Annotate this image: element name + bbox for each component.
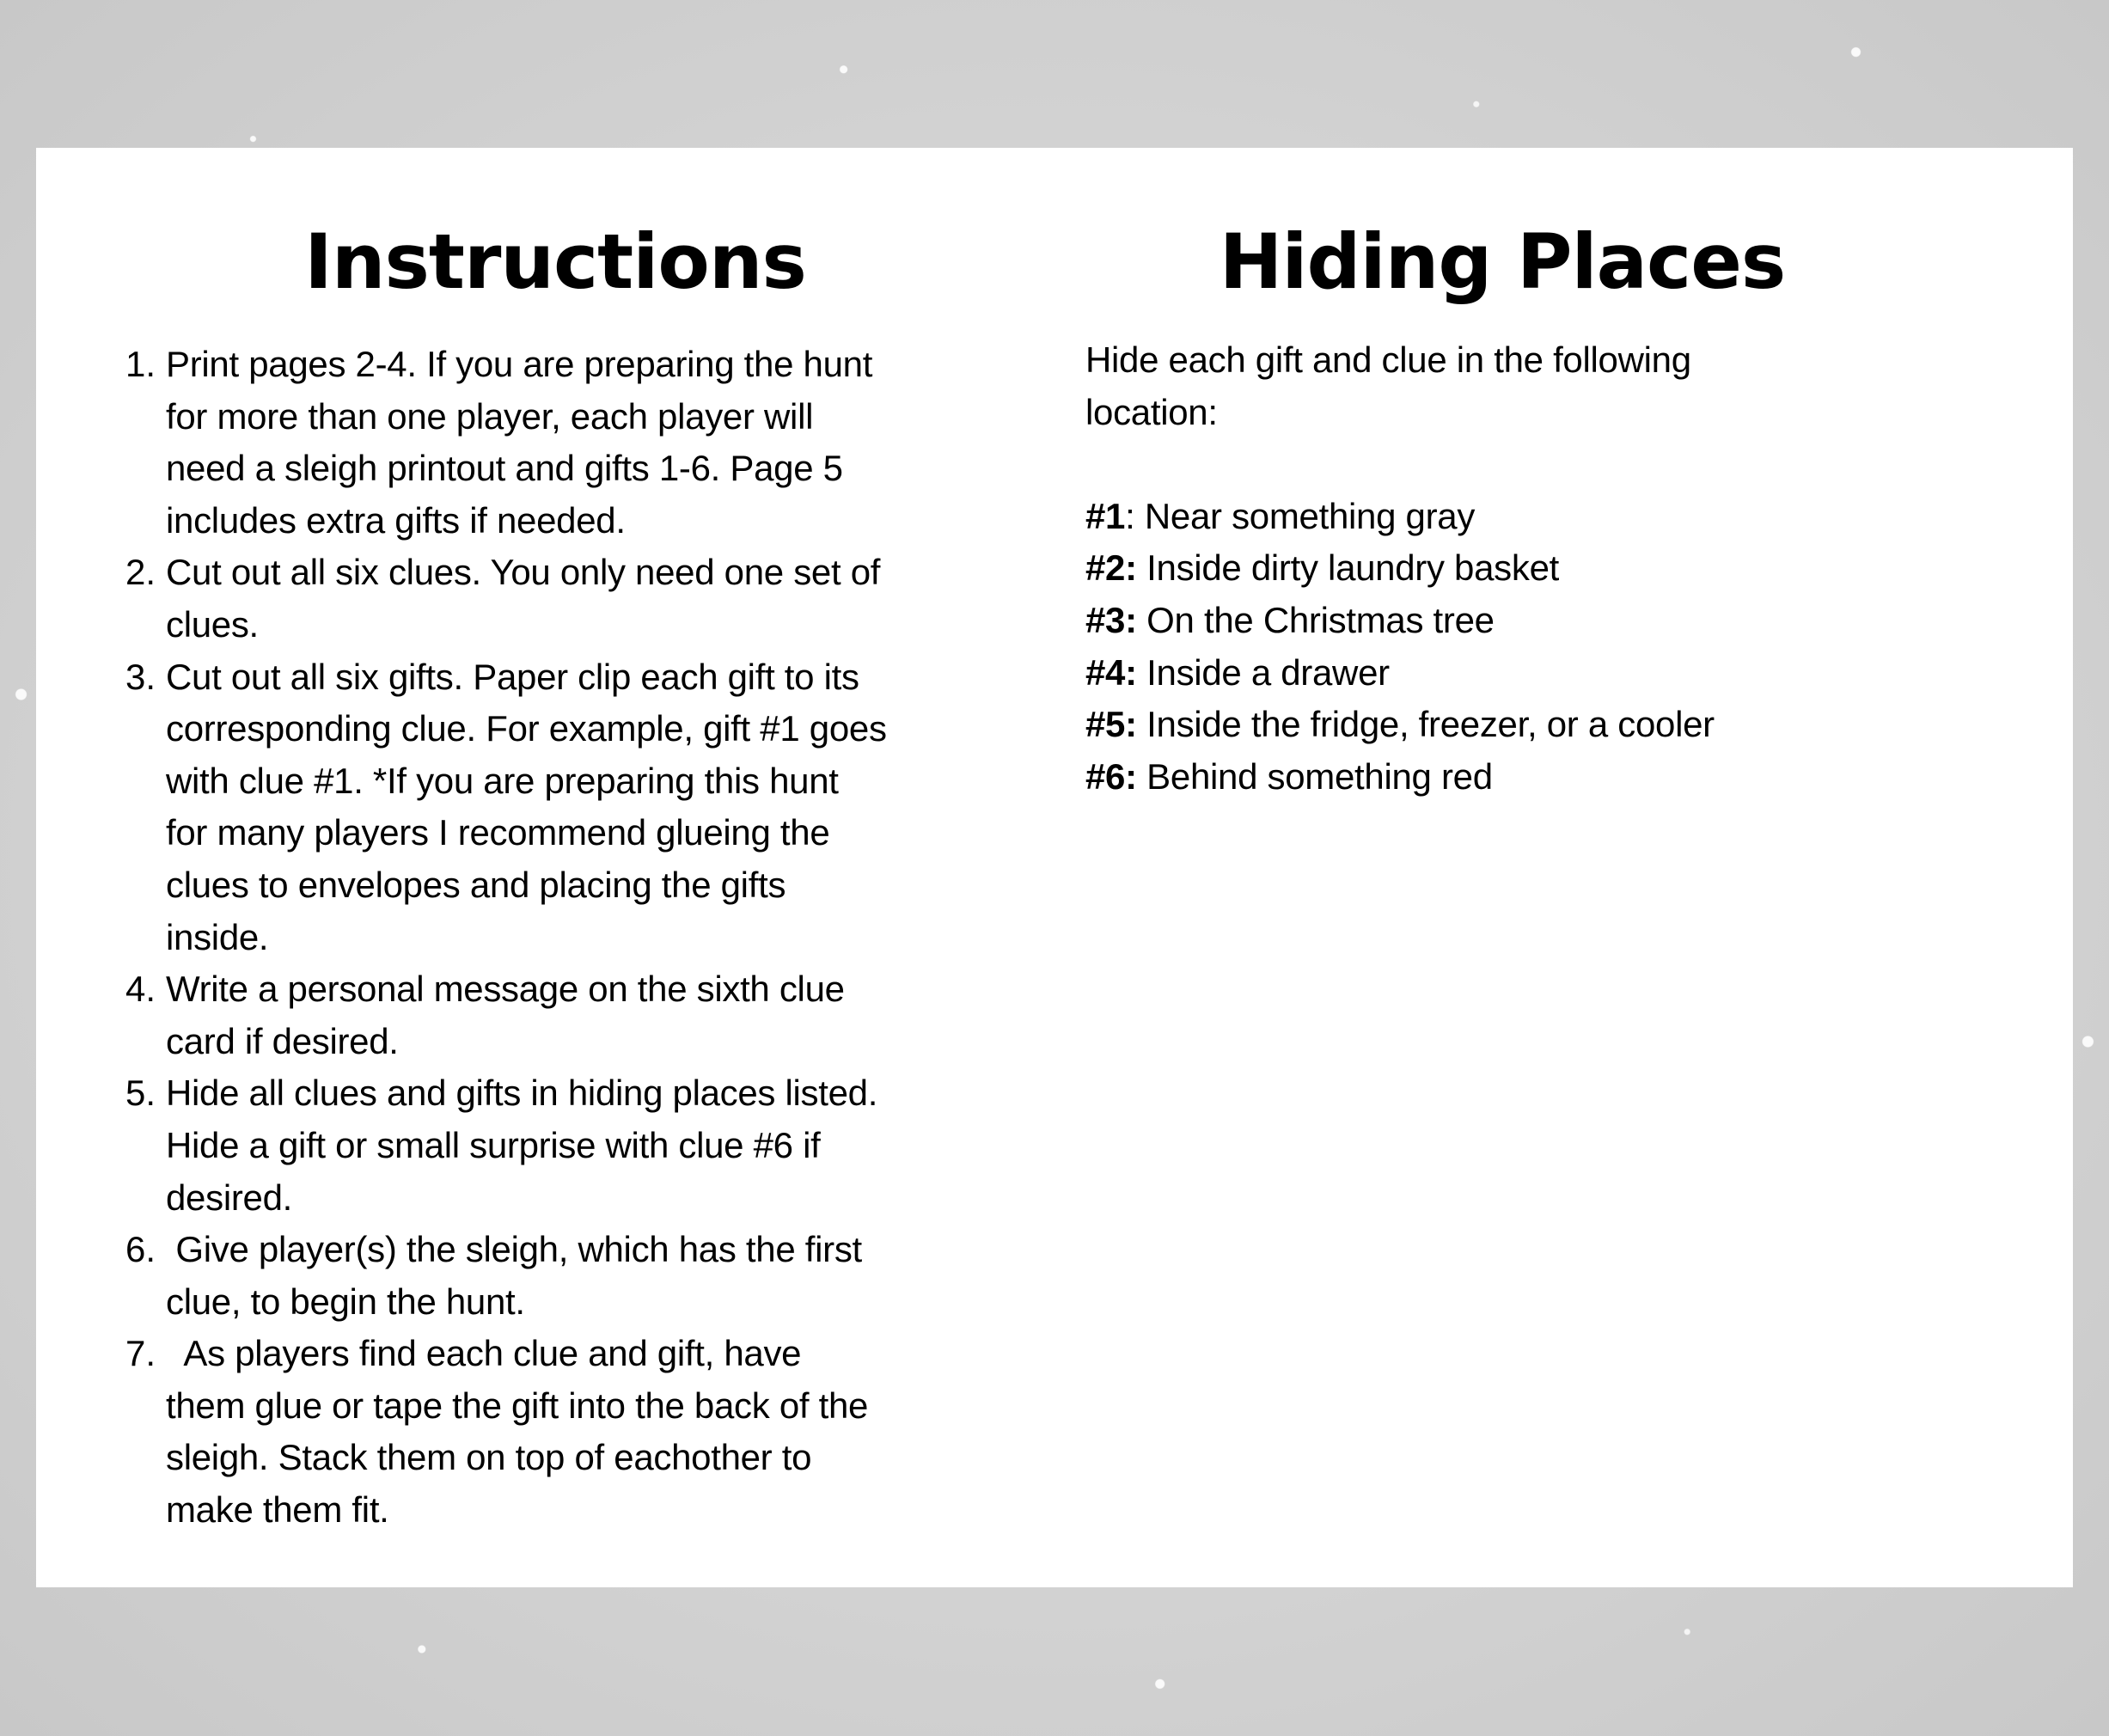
item-text-line: Write a personal message on the sixth clue	[166, 969, 845, 1010]
hiding-places-section	[1085, 334, 1715, 803]
item-text-line: As players find each clue and gift, have	[166, 1333, 802, 1374]
hiding-place-item	[1085, 491, 1715, 543]
intro-line: location:	[1085, 391, 1218, 432]
instructions-title: Instructions	[304, 217, 806, 306]
place-text: Inside a drawer	[1136, 651, 1390, 693]
item-text-line: need a sleigh printout and gifts 1-6. Page 5	[166, 448, 843, 489]
item-number: 5.	[125, 1073, 156, 1114]
item-text-line: corresponding clue. For example, gift #1 goes	[166, 708, 887, 749]
hiding-place-item	[1085, 751, 1715, 804]
item-number: 6.	[125, 1229, 156, 1270]
item-text-line: clues.	[166, 603, 259, 645]
item-number: 1.	[125, 344, 156, 384]
instruction-item	[125, 339, 887, 547]
item-text-line: make them fit.	[166, 1489, 389, 1531]
place-label: #3:	[1085, 599, 1137, 640]
item-text-line: Hide all clues and gifts in hiding places listed.	[166, 1073, 878, 1114]
place-text: Behind something red	[1136, 755, 1493, 797]
place-label: #5:	[1085, 704, 1137, 745]
item-text-line: for many players I recommend glueing the	[166, 812, 830, 853]
item-number: 2.	[125, 552, 156, 593]
place-text: Inside dirty laundry basket	[1136, 547, 1560, 589]
item-text-line: inside.	[166, 916, 269, 957]
item-number: 4.	[125, 969, 156, 1010]
item-text-line: Hide a gift or small surprise with clue #6 if	[166, 1124, 821, 1165]
instruction-item	[125, 1224, 887, 1328]
item-text-line: clues to envelopes and placing the gifts	[166, 864, 786, 905]
item-text-line: Cut out all six clues. You only need one set of	[166, 552, 881, 593]
item-text-line: Print pages 2-4. If you are preparing the hunt	[166, 344, 873, 384]
instruction-item	[125, 651, 887, 964]
item-text-line: clue, to begin the hunt.	[166, 1281, 525, 1322]
hiding-place-item	[1085, 542, 1715, 595]
instruction-item	[125, 547, 887, 651]
instruction-item	[125, 1067, 887, 1224]
item-text-line: with clue #1. *If you are preparing this hunt	[166, 760, 839, 801]
item-text-line: Give player(s) the sleigh, which has the first	[166, 1229, 862, 1270]
hiding-places-title: Hiding Places	[1219, 217, 1786, 306]
hiding-place-item	[1085, 699, 1715, 751]
item-number: 7.	[125, 1333, 156, 1374]
item-text-line: card if desired.	[166, 1020, 399, 1061]
hiding-place-item	[1085, 647, 1715, 700]
item-text-line: them glue or tape the gift into the back of the	[166, 1385, 869, 1426]
place-label: #1	[1085, 495, 1126, 536]
item-number: 3.	[125, 656, 156, 697]
item-text-line: Cut out all six gifts. Paper clip each gift to its	[166, 656, 859, 697]
instructions-list	[125, 339, 887, 1537]
item-text-line: desired.	[166, 1177, 293, 1218]
place-text: On the Christmas tree	[1136, 599, 1495, 640]
instruction-item	[125, 1328, 887, 1536]
place-text: Inside the fridge, freezer, or a cooler	[1136, 704, 1715, 745]
hiding-place-item	[1085, 595, 1715, 647]
intro-line: Hide each gift and clue in the following	[1085, 339, 1691, 380]
instruction-item	[125, 963, 887, 1067]
item-text-line: sleigh. Stack them on top of eachother to	[166, 1437, 812, 1478]
place-label: #2:	[1085, 547, 1137, 589]
item-text-line: for more than one player, each player will	[166, 395, 814, 437]
item-text-line: includes extra gifts if needed.	[166, 499, 626, 541]
place-label: #6:	[1085, 755, 1137, 797]
place-text: : Near something gray	[1125, 495, 1476, 536]
place-label: #4:	[1085, 651, 1137, 693]
